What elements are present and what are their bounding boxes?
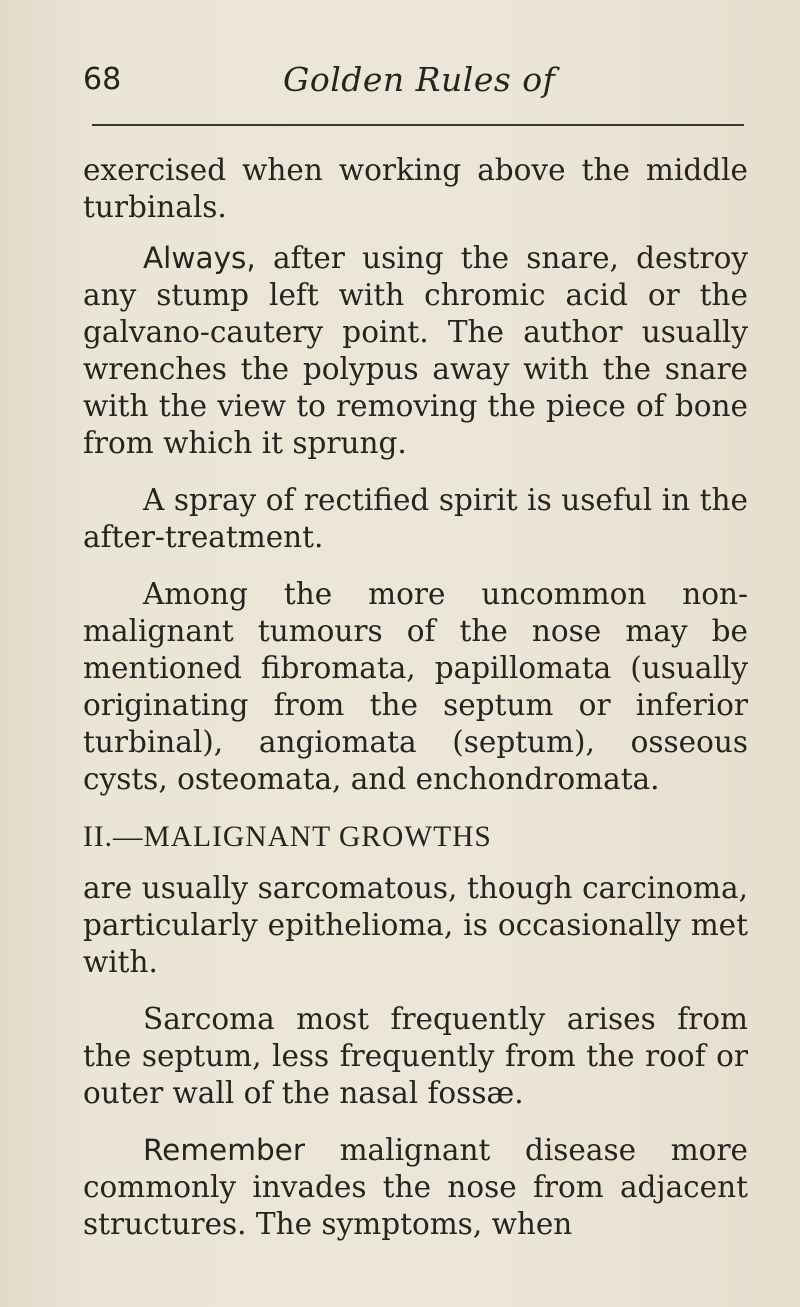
paragraph-usually	[83, 870, 748, 981]
paragraph-text: A spray of rectified spirit is useful in the after-treatment.	[83, 483, 748, 554]
running-title: Golden Rules of	[283, 60, 556, 99]
paragraph-text: Among the more uncommon non-malignant tumours of the nose may be mentioned fibromata, papillomata (usually originating from the septum or inferior turbinal), angiomata (septum), osseous cysts, osteomata, and enchondromata.	[83, 577, 748, 796]
paragraph-lead: Always,	[143, 241, 256, 275]
paragraph-text: Sarcoma most frequently arises from the septum, less frequently from the roof or outer wall of the nasal fossæ.	[83, 1002, 748, 1110]
paragraph-among	[83, 576, 748, 798]
page-number: 68	[83, 62, 122, 97]
body-text	[83, 152, 748, 1263]
paragraph-sarcoma	[83, 1001, 748, 1112]
header-rule	[92, 124, 744, 126]
paragraph-always	[83, 240, 748, 462]
section-heading: II.—MALIGNANT GROWTHS	[83, 821, 492, 853]
paragraph-text: malignant disease more commonly invades the nose from adjacent structures. The symptoms, when	[83, 1133, 748, 1241]
paragraph-spray	[83, 482, 748, 556]
paragraph-text: after using the snare, destroy any stump left with chromic acid or the galvano-cautery point. The author usually wrenches the polypus away with the snare with the view to removing the piece of bone from which it sprung.	[83, 241, 748, 460]
paragraph-remember	[83, 1132, 748, 1243]
paragraph-text: are usually sarcomatous, though carcinoma, particularly epithelioma, is occasionally met with.	[83, 871, 748, 979]
paragraph-continuation	[83, 152, 748, 226]
paragraph-text: exercised when working above the middle turbinals.	[83, 153, 748, 224]
paragraph-lead: Remember	[143, 1133, 305, 1167]
page-header	[83, 60, 743, 110]
